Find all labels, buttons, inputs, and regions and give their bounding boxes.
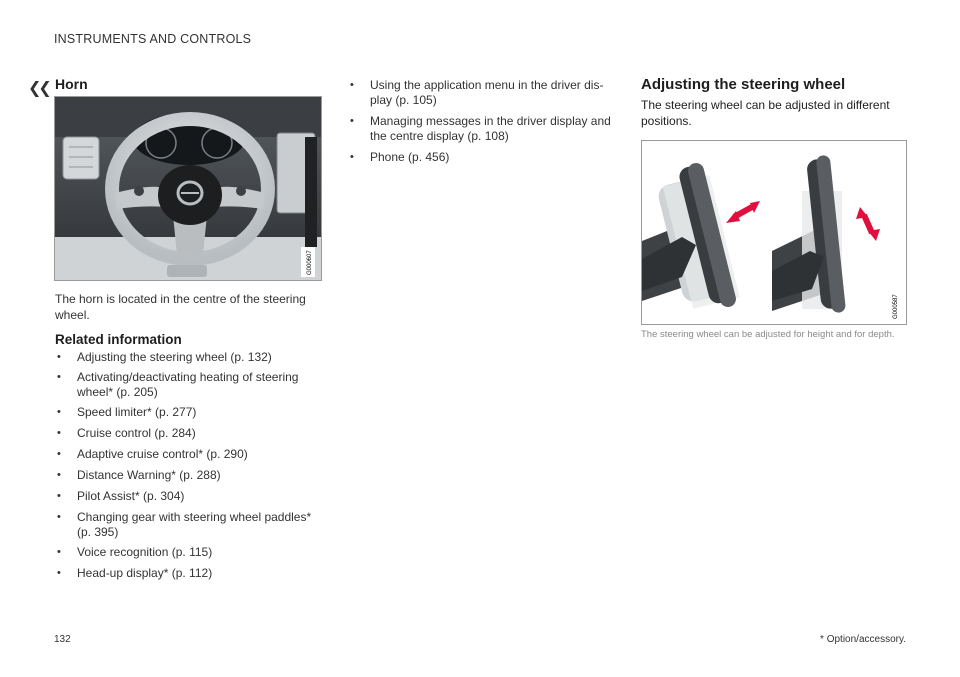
related-link[interactable]: • Using the application menu in the driver dis-play (p. 105) [348,78,613,108]
adjust-intro: The steering wheel can be adjusted in different positions. [641,98,890,128]
running-header: INSTRUMENTS AND CONTROLS [54,32,252,46]
related-link[interactable]: • Head-up display* (p. 112) [55,566,321,581]
horn-description: The horn is located in the centre of the steering wheel. [55,292,306,322]
option-footnote: * Option/accessory. [820,634,906,645]
adjust-figure-caption: The steering wheel can be adjusted for height and for depth. [641,329,895,340]
steering-adjustment-illustration [642,141,906,324]
related-link[interactable]: • Activating/deactivating heating of steering wheel* (p. 205) [55,370,321,400]
steering-wheel-illustration [55,97,321,280]
adjust-title: Adjusting the steering wheel [641,76,846,93]
related-link[interactable]: • Distance Warning* (p. 288) [55,468,321,483]
horn-image [54,96,322,281]
horn-title: Horn [55,76,88,92]
related-link[interactable]: • Phone (p. 456) [348,150,613,165]
page-number: 132 [54,634,71,645]
related-link[interactable]: • Changing gear with steering wheel paddles* (p. 395) [55,510,321,540]
image-code-label: G000587 [893,294,899,319]
related-link[interactable]: • Voice recognition (p. 115) [55,545,321,560]
related-link[interactable]: • Managing messages in the driver display and the centre display (p. 108) [348,114,613,144]
adjust-image [641,140,907,325]
image-code-label: G000607 [307,250,313,275]
related-link[interactable]: • Adjusting the steering wheel (p. 132) [55,350,321,365]
related-link[interactable]: • Cruise control (p. 284) [55,426,321,441]
related-information-title: Related information [55,332,182,347]
related-link[interactable]: • Speed limiter* (p. 277) [55,405,321,420]
double-chevron-left-icon[interactable]: ❮❮ [28,80,49,97]
related-link[interactable]: • Adaptive cruise control* (p. 290) [55,447,321,462]
related-links-left [55,350,321,581]
related-links-right [348,78,613,165]
related-link[interactable]: • Pilot Assist* (p. 304) [55,489,321,504]
